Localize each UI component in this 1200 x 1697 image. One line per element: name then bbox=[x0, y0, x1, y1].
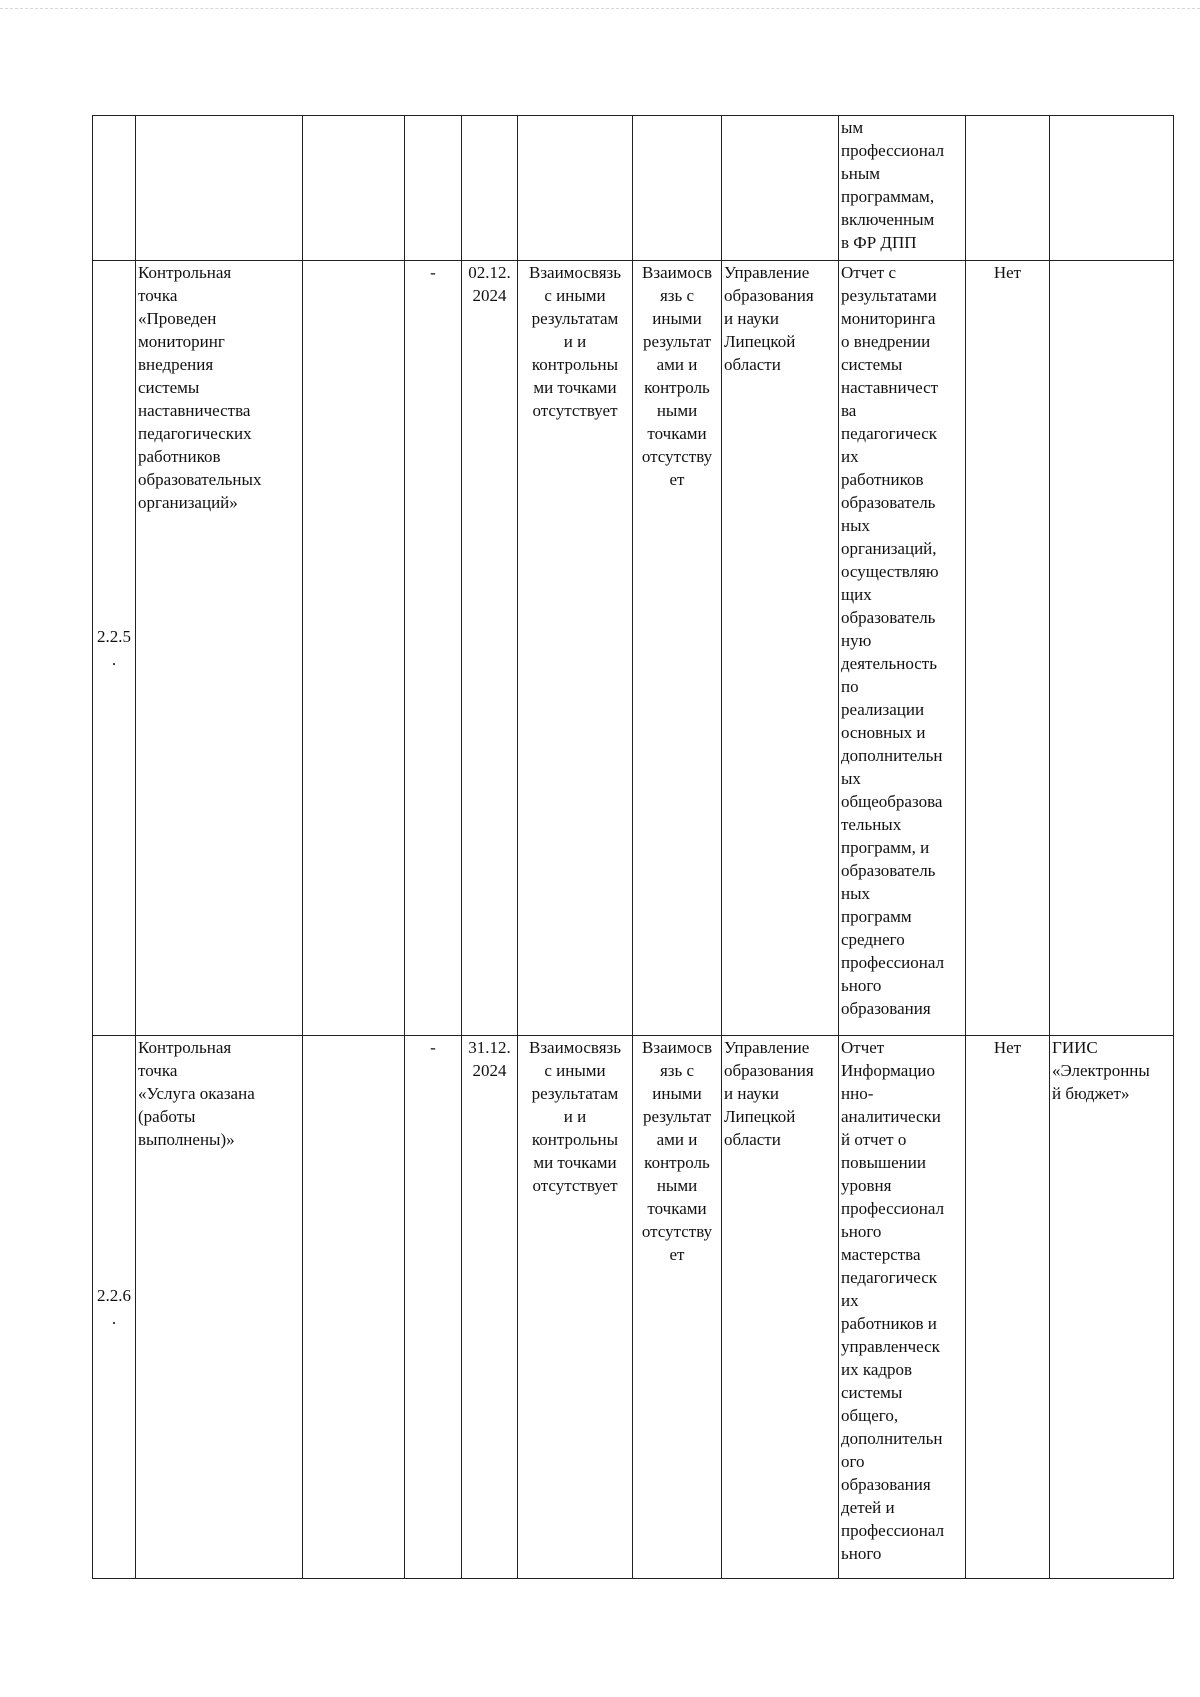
cell-col3 bbox=[303, 116, 405, 261]
checkpoint-name: Контрольная точка «Услуга оказана (работы выполнены)» bbox=[136, 1036, 303, 1579]
predecessor-link: Взаимосвязь с иными результатам и и контрольны ми точками отсутствует bbox=[518, 1036, 633, 1579]
cell-col4 bbox=[405, 116, 462, 261]
table-row-2-2-6 bbox=[93, 1036, 1174, 1579]
checkpoint-date: 02.12. 2024 bbox=[462, 261, 518, 1036]
cell-report: ым профессионал ьным программам, включенным в ФР ДПП bbox=[839, 116, 966, 261]
report-document: Отчет Информацио нно- аналитически й отчет о повышении уровня профессионал ьного мастерства педагогическ их работников и управленческ их кадров системы общего, дополнительн ого образования детей и профессионал ьного bbox=[839, 1036, 966, 1579]
cell-col3 bbox=[303, 1036, 405, 1579]
scan-edge-line bbox=[0, 8, 1200, 9]
row-number: 2.2.6 . bbox=[97, 1286, 131, 1328]
table-row-2-2-5 bbox=[93, 261, 1174, 1036]
predecessor-link: Взаимосвязь с иными результатам и и контрольны ми точками отсутствует bbox=[518, 261, 633, 1036]
information-system: ГИИС «Электронны й бюджет» bbox=[1050, 1036, 1174, 1579]
successor-link: Взаимосв язь с иными результат ами и контроль ными точками отсутству ет bbox=[633, 261, 722, 1036]
cell-predecessor bbox=[518, 116, 633, 261]
flag-value: Нет bbox=[966, 1036, 1050, 1579]
cell-name bbox=[136, 116, 303, 261]
responsible-body: Управление образования и науки Липецкой области bbox=[722, 1036, 839, 1579]
information-system bbox=[1050, 261, 1174, 1036]
cell-successor bbox=[633, 116, 722, 261]
report-document: Отчет с результатами мониторинга о внедрении системы наставничест ва педагогическ их работников образователь ных организаций, осуществляю щих образователь ную деятельность по реализации основных и дополнительн ых общеобразова тельных программ, и образователь ных программ среднего профессионал ьного образования bbox=[839, 261, 966, 1036]
cell-system bbox=[1050, 116, 1174, 261]
cell-num bbox=[93, 116, 136, 261]
table-row-continuation bbox=[93, 116, 1174, 261]
row-number-cell bbox=[93, 261, 136, 1036]
cell-responsible bbox=[722, 116, 839, 261]
row-number: 2.2.5 . bbox=[97, 627, 131, 669]
cell-flag bbox=[966, 116, 1050, 261]
checkpoints-table bbox=[92, 115, 1174, 1579]
flag-value: Нет bbox=[966, 261, 1050, 1036]
cell-dash: - bbox=[405, 1036, 462, 1579]
row-number-cell bbox=[93, 1036, 136, 1579]
cell-dash: - bbox=[405, 261, 462, 1036]
checkpoint-date: 31.12. 2024 bbox=[462, 1036, 518, 1579]
checkpoint-name: Контрольная точка «Проведен мониторинг внедрения системы наставничества педагогических работников образовательных организаций» bbox=[136, 261, 303, 1036]
responsible-body: Управление образования и науки Липецкой области bbox=[722, 261, 839, 1036]
successor-link: Взаимосв язь с иными результат ами и контроль ными точками отсутству ет bbox=[633, 1036, 722, 1579]
cell-date bbox=[462, 116, 518, 261]
cell-col3 bbox=[303, 261, 405, 1036]
